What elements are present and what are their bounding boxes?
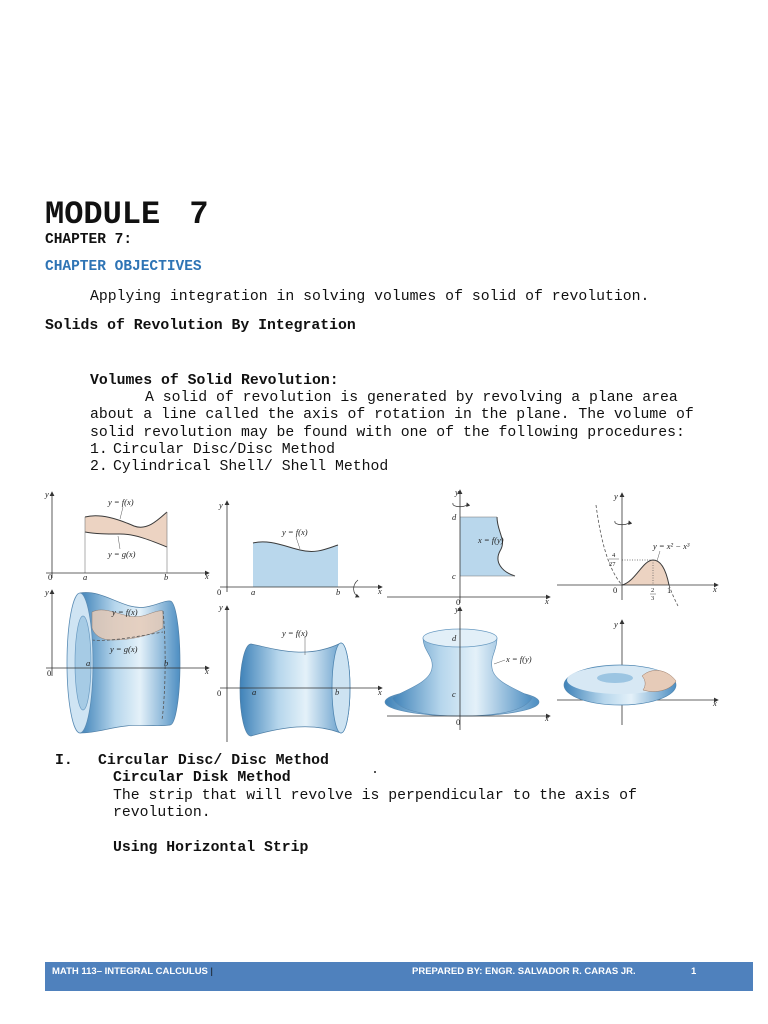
f-of-x-label: y = f(x) bbox=[108, 497, 134, 507]
y-axis-label: y bbox=[614, 619, 618, 629]
page-number: 1 bbox=[691, 966, 697, 977]
a-label: a bbox=[252, 687, 257, 697]
paragraph-line: solid revolution may be found with one of the following procedures: bbox=[90, 425, 685, 441]
figure-disc-solid bbox=[217, 602, 382, 742]
y-axis-label: y bbox=[45, 587, 49, 597]
x-axis-label: x bbox=[205, 666, 209, 676]
peak-y-numerator: 4 bbox=[612, 552, 616, 559]
one-label: 1 bbox=[667, 585, 672, 595]
f-of-x-label: y = f(x) bbox=[282, 628, 308, 638]
footer-course-text: MATH 113– INTEGRAL CALCULUS bbox=[52, 966, 208, 977]
origin-label: 0 bbox=[217, 688, 222, 698]
x-axis-label: x bbox=[545, 596, 549, 606]
peak-x-numerator: 2 bbox=[651, 587, 655, 594]
f-of-y-label: x = f(y) bbox=[506, 654, 532, 664]
f-of-x-label: y = f(x) bbox=[282, 527, 308, 537]
g-of-x-label: y = g(x) bbox=[108, 549, 136, 559]
a-label: a bbox=[251, 587, 256, 597]
description-line: The strip that will revolve is perpendicular to the axis of bbox=[113, 788, 637, 804]
method-number: 2. bbox=[90, 459, 108, 475]
peak-y-denominator: 27 bbox=[609, 561, 616, 568]
volumes-heading: Volumes of Solid Revolution: bbox=[90, 373, 339, 389]
b-label: b bbox=[336, 587, 341, 597]
inner-dip bbox=[597, 673, 633, 683]
disc-method-heading: Circular Disc/ Disc Method bbox=[98, 753, 329, 769]
footer-course bbox=[52, 966, 213, 978]
paragraph-line: about a line called the axis of rotation in the plane. The volume of bbox=[90, 407, 694, 423]
x-axis-label: x bbox=[378, 687, 382, 697]
b-label: b bbox=[164, 572, 169, 582]
g-of-x-label: y = g(x) bbox=[110, 644, 138, 654]
figure-region-x-of-y bbox=[387, 487, 550, 607]
module-title: MODULE 7 bbox=[45, 196, 209, 233]
chapter-label: CHAPTER 7: bbox=[45, 232, 133, 248]
figure-cubic-region bbox=[557, 491, 718, 606]
y-axis-label: y bbox=[219, 602, 223, 612]
cubic-curve-label: y = x² − x³ bbox=[653, 541, 690, 551]
figure-ring-solid bbox=[557, 619, 718, 725]
solid-body bbox=[392, 638, 532, 716]
figure-spool-solid bbox=[385, 604, 550, 730]
f-of-y-label: x = f(y) bbox=[478, 535, 504, 545]
a-label: a bbox=[86, 658, 91, 668]
figure-region-under-curve bbox=[217, 500, 382, 597]
x-axis-label: x bbox=[205, 571, 209, 581]
solids-of-revolution-figures bbox=[0, 480, 768, 750]
b-label: b bbox=[335, 687, 340, 697]
method-label: Cylindrical Shell/ Shell Method bbox=[113, 459, 389, 475]
x-axis-label: x bbox=[713, 698, 717, 708]
origin-label: 0 bbox=[456, 717, 461, 727]
origin-label: 0 bbox=[456, 597, 461, 607]
c-label: c bbox=[452, 571, 456, 581]
peak-x-denominator: 3 bbox=[651, 595, 655, 602]
paragraph-line: A solid of revolution is generated by revolving a plane area bbox=[145, 390, 678, 406]
figure-washer-solid bbox=[44, 587, 209, 733]
y-axis-label: y bbox=[455, 604, 459, 614]
origin-label: 0 bbox=[48, 572, 53, 582]
shaded-region bbox=[460, 517, 515, 576]
b-label: b bbox=[164, 658, 169, 668]
section-heading: Solids of Revolution By Integration bbox=[45, 318, 356, 334]
objective-text: Applying integration in solving volumes of solid of revolution. bbox=[90, 289, 650, 305]
origin-label: 0 bbox=[613, 585, 618, 595]
y-axis-label: y bbox=[45, 489, 49, 499]
origin-label: 0 bbox=[47, 668, 52, 678]
stray-mark bbox=[374, 771, 376, 773]
x-axis-label: x bbox=[378, 586, 382, 596]
rotation-arrow-icon bbox=[354, 580, 359, 597]
y-axis-label: y bbox=[455, 487, 459, 497]
method-number: 1. bbox=[90, 442, 108, 458]
d-label: d bbox=[452, 633, 457, 643]
method-label: Circular Disc/Disc Method bbox=[113, 442, 335, 458]
x-axis-label: x bbox=[713, 584, 717, 594]
a-label: a bbox=[83, 572, 88, 582]
footer-prepared-by: PREPARED BY: ENGR. SALVADOR R. CARAS JR. bbox=[412, 966, 636, 977]
horizontal-strip-heading: Using Horizontal Strip bbox=[113, 840, 309, 856]
f-of-x-label: y = f(x) bbox=[112, 607, 138, 617]
description-line: revolution. bbox=[113, 805, 211, 821]
footer-separator: | bbox=[210, 966, 213, 977]
disk-method-subheading: Circular Disk Method bbox=[113, 770, 291, 786]
d-label: d bbox=[452, 512, 457, 522]
origin-label: 0 bbox=[217, 587, 222, 597]
chapter-objectives-heading: CHAPTER OBJECTIVES bbox=[45, 259, 202, 275]
y-axis-label: y bbox=[614, 491, 618, 501]
y-axis-label: y bbox=[219, 500, 223, 510]
c-label: c bbox=[452, 689, 456, 699]
figure-region-between-curves bbox=[44, 489, 209, 582]
section-numeral: I. bbox=[55, 753, 73, 769]
x-axis-label: x bbox=[545, 713, 549, 723]
